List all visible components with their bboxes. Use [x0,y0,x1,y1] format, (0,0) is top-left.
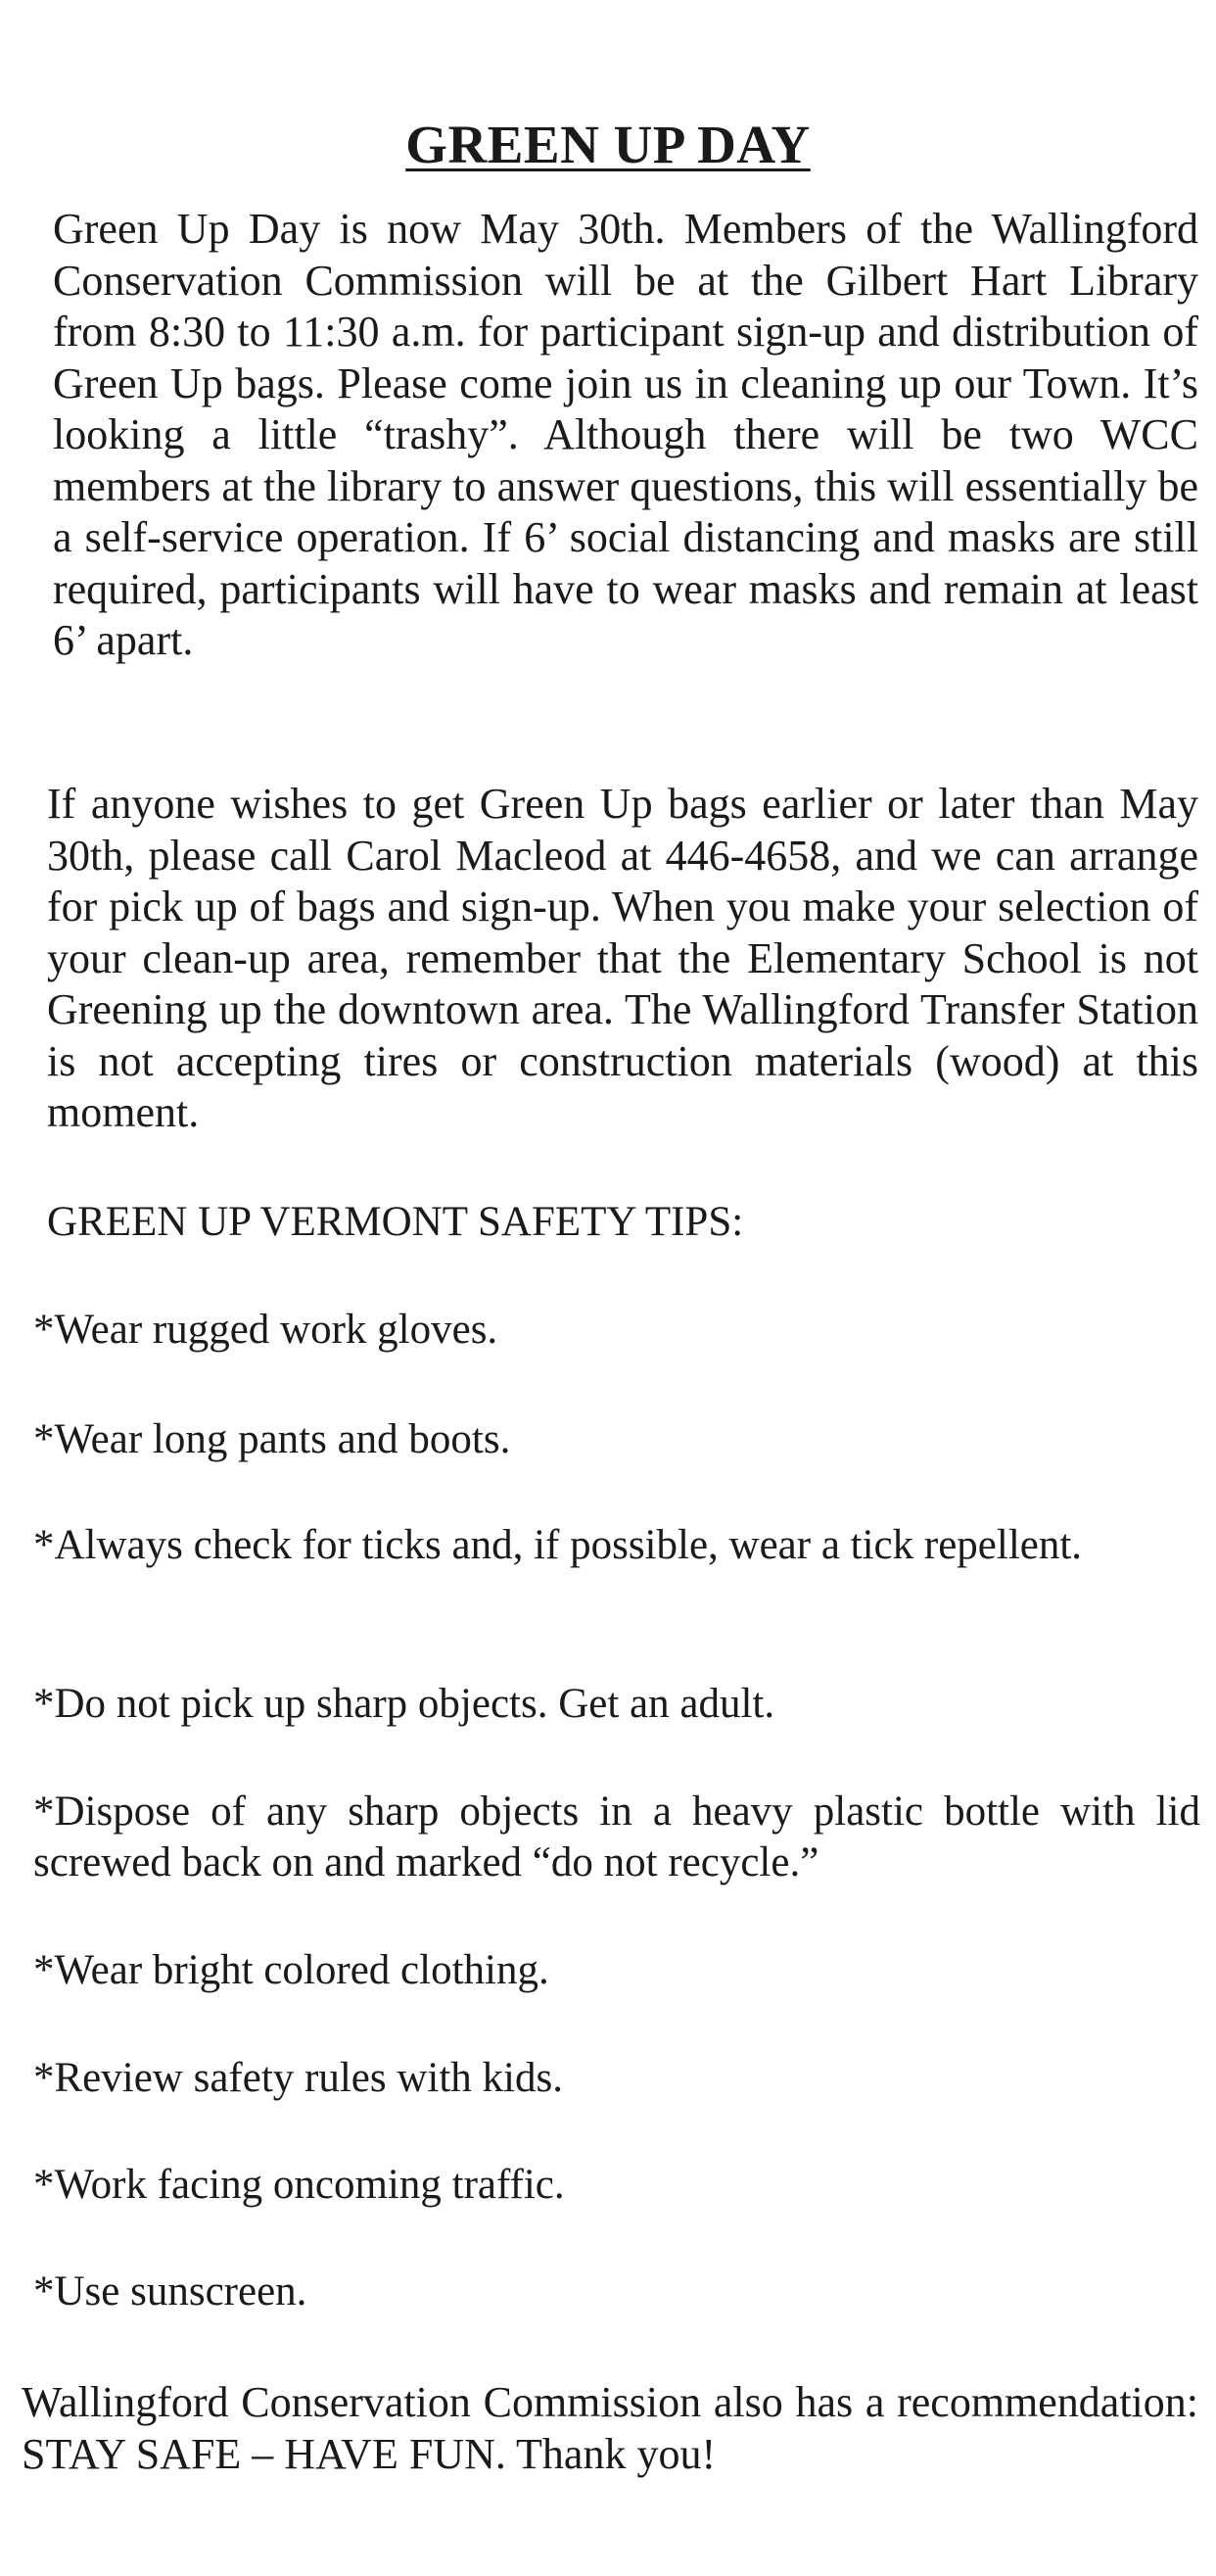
safety-tip-sunscreen: *Use sunscreen. [33,2268,307,2314]
intro-paragraph: Green Up Day is now May 30th. Members of the Wallingford Conservation Commission will be at the Gilbert Hart Library from 8:30 to 11:30 a.m. for participant sign-up and distribution of Green Up bags. Please come join us in cleaning up our Town. It’s looking a little “trashy”. Although there will be two WCC members at the library to answer questions, this will essentially be a self-service operation. If 6’ social distancing and masks are still required, participants will have to wear masks and remain at least 6’ apart. [53,205,1198,664]
bags-paragraph: If anyone wishes to get Green Up bags earlier or later than May 30th, please call Carol Macleod at 446-4658, and we can arrange for pick up of bags and sign-up. When you make your selection of your clean-up area, remember that the Elementary School is not Greening up the downtown area. The Wallingford Transfer Station is not accepting tires or construction materials (wood) at this moment. [47,780,1198,1136]
safety-tip-review-rules: *Review safety rules with kids. [33,2055,563,2101]
safety-tip-sharp-objects: *Do not pick up sharp objects. Get an adult. [33,1681,775,1727]
safety-tip-bright-clothing: *Wear bright colored clothing. [33,1947,549,1993]
safety-tip-gloves: *Wear rugged work gloves. [33,1307,498,1353]
safety-tip-ticks: *Always check for ticks and, if possible, wear a tick repellent. [33,1522,1083,1568]
safety-tip-pants-boots: *Wear long pants and boots. [33,1416,511,1462]
safety-tips-heading: GREEN UP VERMONT SAFETY TIPS: [47,1199,744,1245]
closing-paragraph: Wallingford Conservation Commission also has a recommendation: STAY SAFE – HAVE FUN. Thank you! [22,2378,1198,2478]
safety-tip-dispose-sharps: *Dispose of any sharp objects in a heavy plastic bottle with lid screwed back on and marked “do not recycle.” [33,1789,1200,1885]
page-title: GREEN UP DAY [405,114,811,174]
safety-tip-facing-traffic: *Work facing oncoming traffic. [33,2162,565,2208]
